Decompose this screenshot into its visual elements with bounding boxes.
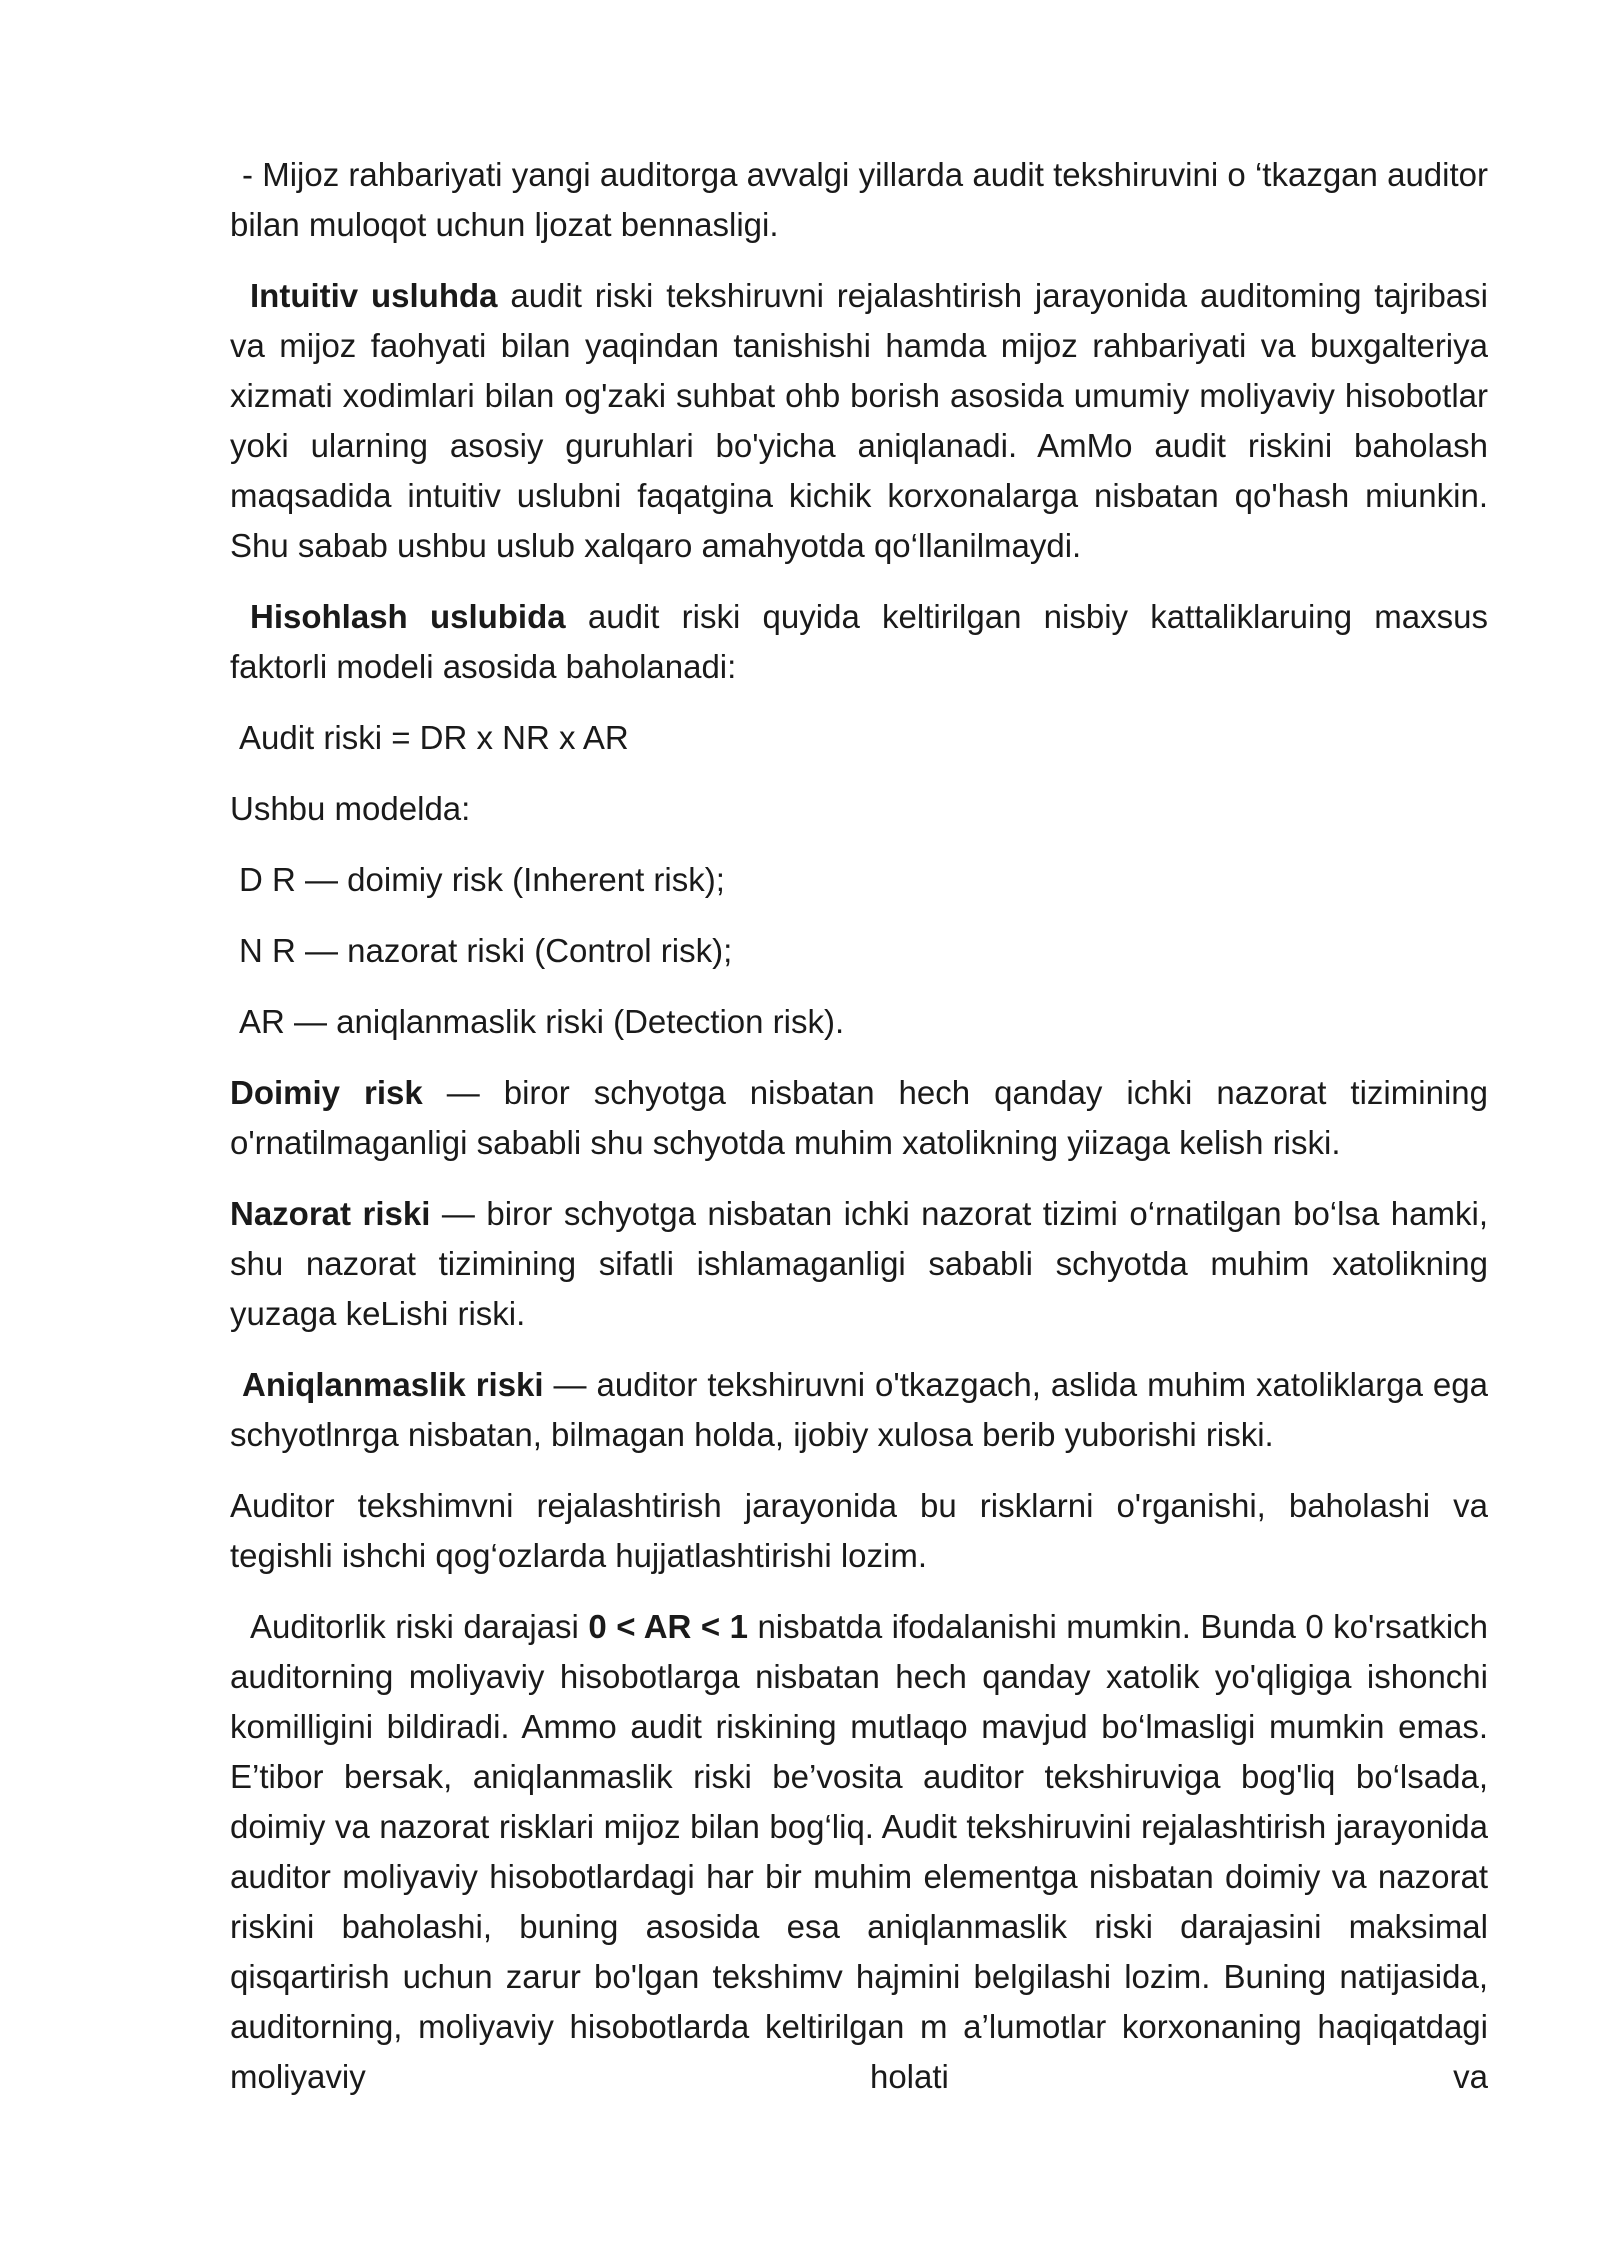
paragraph-text: - Mijoz rahbariyati yangi auditorga avvalgi yillarda audit tekshiruvini o ‘tkazgan auditor bilan muloqot uchun ljozat bennasligi.	[230, 156, 1488, 243]
paragraph-inherent-risk	[230, 1068, 1488, 1168]
model-intro-text: Ushbu modelda:	[230, 790, 471, 827]
paragraph-detection-risk	[230, 1360, 1488, 1460]
paragraph-text: audit riski tekshiruvni rejalashtirish jarayonida auditoming tajribasi va mijoz faohyati bilan yaqindan tanishishi hamda mijoz rahbariyati va buxgalteriya xizmati xodimlari bilan og'zaki suhbat ohb borish asosida umumiy moliyaviy hisobotlar yoki ularning asosiy guruhlari bo'yicha aniqlanadi. AmMo audit riskini baholash maqsadida intuitiv uslubni faqatgina kichik korxonalarga nisbatan qo'hash miunkin. Shu sabab ushbu uslub xalqaro amahyotda qo‘llanilmaydi.	[230, 277, 1488, 564]
paragraph-text: Auditor tekshimvni rejalashtirish jarayonida bu risklarni o'rganishi, baholashi va tegishli ishchi qog‘ozlarda hujjatlashtirishi lozim.	[230, 1487, 1488, 1574]
paragraph-calculation-method	[230, 592, 1488, 692]
document-body	[230, 150, 1488, 2102]
paragraph-text: — biror schyotga nisbatan ichki nazorat tizimi o‘rnatilgan bo‘lsa hamki, shu nazorat tizimining sifatli ishlamaganligi sababli schyotda muhim xatolikning yuzaga keLishi riski.	[230, 1195, 1488, 1332]
paragraph-control-risk	[230, 1189, 1488, 1339]
term-inherent-risk: Doimiy risk	[230, 1074, 423, 1111]
audit-risk-range: 0 < AR < 1	[588, 1608, 748, 1645]
definition-text: N R — nazorat riski (Control risk);	[239, 932, 733, 969]
definition-inherent-risk	[230, 855, 1488, 905]
paragraph-text: Auditorlik riski darajasi	[250, 1608, 589, 1645]
term-calculation-method: Hisohlash uslubida	[250, 598, 566, 635]
audit-risk-formula	[230, 713, 1488, 763]
definition-detection-risk	[230, 997, 1488, 1047]
definition-control-risk	[230, 926, 1488, 976]
paragraph-client-permission	[230, 150, 1488, 250]
formula-text: Audit riski = DR x NR x AR	[239, 719, 629, 756]
definition-text: D R — doimiy risk (Inherent risk);	[239, 861, 725, 898]
definition-text: AR — aniqlanmaslik riski (Detection risk).	[239, 1003, 845, 1040]
term-control-risk: Nazorat riski	[230, 1195, 431, 1232]
paragraph-intuitive-method	[230, 271, 1488, 571]
paragraph-text: nisbatda ifodalanishi mumkin. Bunda 0 ko'rsatkich auditorning moliyaviy hisobotlarga nisbatan hech qanday xatolik yo'qligiga ishonchi komilligini bildiradi. Ammo audit riskining mutlaqo mavjud bo‘lmasligi mumkin emas. E’tibor bersak, aniqlanmaslik riski be’vosita auditor tekshiruviga bog'liq bo‘lsada, doimiy va nazorat risklari mijoz bilan bog‘liq. Audit tekshiruvini rejalashtirish jarayonida auditor moliyaviy hisobotlardagi har bir muhim elementga nisbatan doimiy va nazorat riskini baholashi, buning asosida esa aniqlanmaslik riski darajasini maksimal qisqartirish uchun zarur bo'lgan tekshimv hajmini belgilashi lozim. Buning natijasida, auditorning, moliyaviy hisobotlarda keltirilgan m a’lumotlar korxonaning haqiqatdagi moliyaviy holati va	[230, 1608, 1488, 2095]
paragraph-audit-risk-level	[230, 1602, 1488, 2102]
term-intuitive-method: Intuitiv usluhda	[250, 277, 498, 314]
paragraph-text: — biror schyotga nisbatan hech qanday ichki nazorat tizimining o'rnatilmaganligi sababli shu schyotda muhim xatolikning yiizaga kelish riski.	[230, 1074, 1488, 1161]
model-intro	[230, 784, 1488, 834]
term-detection-risk: Aniqlanmaslik riski	[242, 1366, 544, 1403]
paragraph-text: — auditor tekshiruvni o'tkazgach, aslida muhim xatoliklarga ega schyotlnrga nisbatan, bilmagan holda, ijobiy xulosa berib yuborishi riski.	[230, 1366, 1488, 1453]
paragraph-auditor-planning	[230, 1481, 1488, 1581]
paragraph-text: audit riski quyida keltirilgan nisbiy kattaliklaruing maxsus faktorli modeli asosida baholanadi:	[230, 598, 1488, 685]
